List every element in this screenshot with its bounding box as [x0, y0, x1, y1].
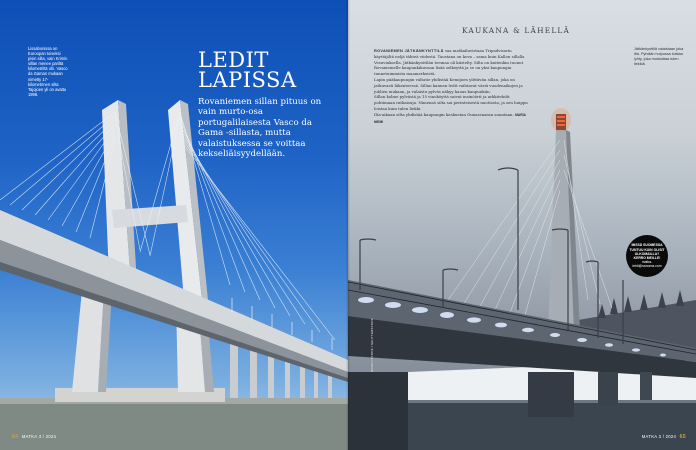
photo-caption: Lissabonissa on Euroopan toiseksi pisin silta, vain Krimin sillan menee pariltä kilometriltä ohi. Vasco da Gaman mukaan nimetty 17-kilometrinen silta Tajojoen yli on avattu 1998. [28, 46, 68, 97]
badge-question: MISSÄ SUOMESSA TUNTUU KUIN OLISIT ULKOMAILLA? KERRO MEILLE! [629, 243, 665, 260]
section-label: KAUKANA & LÄHELLÄ [462, 26, 571, 35]
article-deck: Rovaniemen sillan pituus on vain murto-osa portugalilaisesta Vasco da Gama -sillasta, mutta valaistuksessa se voittaa kekseliäisyydellään. [198, 97, 322, 160]
folio-left [12, 434, 56, 440]
body-text-4: Ilta-aikaan silta yhdistää kaupungin keskustan Ounasvaaran suuntaan. [374, 111, 514, 117]
page-number: 65 [679, 434, 686, 440]
headline-line-1: LEDIT [198, 48, 269, 72]
folio-right [642, 434, 686, 440]
folio-text: MATKA 3 / 2024 [641, 434, 677, 439]
right-page [348, 0, 696, 450]
article-body [374, 48, 530, 125]
author-signature: MARIA NIEMI [374, 112, 526, 124]
photo-credit: KUVAT ISTOCK / SHUTTERSTOCK [370, 318, 374, 372]
article-headline [198, 50, 318, 90]
body-paragraph-4 [374, 112, 530, 126]
body-paragraph-2: Lapin pääkaupungin valtatie yhdistää Kemijoen ylittävän sillan, joka on jatkuvasti liikenteessä. Sillan kannen ledit vaihtavat väriä vuodenaikojen ja juhlien mukaan, ja valaistu pylväs näkyy kauas kaupunkiin. [374, 76, 523, 94]
reader-callout-badge [626, 235, 668, 277]
body-paragraph-1 [374, 48, 530, 77]
body-paragraph-3: Sillan kolme pylvästä ja 15 vinoköyttä saivat insinöörit ja arkkitehdit pohtimaan ratkaisuja. Nimensä silta sai perinteisestä nuotiosta, ja sen huippu loistaa kuin tulen liekki. [374, 94, 528, 111]
folio-text: MATKA 3 / 2024 [21, 434, 57, 439]
headline-line-2: LAPISSA [198, 68, 297, 92]
badge-email: matka-lehti@sanoma.com [632, 260, 662, 269]
page-number: 64 [12, 434, 19, 440]
photo-caption-right: Jätkänkynttilä valaistaan joka ilta. Pylvään huipussa loistaa lyhty, joka muistuttaa tulen liekkiä. [634, 47, 684, 66]
spread-gutter [346, 0, 350, 450]
body-text-1: saa matkailuvirtaan Tripadvisorin käyttäjiltä neljä tähteä viidestä. Taustana on kova – sama kuin Kallon sillalla Vesuviuksella. Jätkänkynttilän teemaa oli kiistelty. Silta on kuitenkin tuonut Rovaniemelle kaupunkikuvaan lisää selkeyttä ja se on yksi kaupungin tunnetuimmista maamerkeistä. [374, 48, 525, 77]
body-lead: ROVANIEMEN JÄTKÄNKYNTTILÄ [374, 48, 444, 53]
